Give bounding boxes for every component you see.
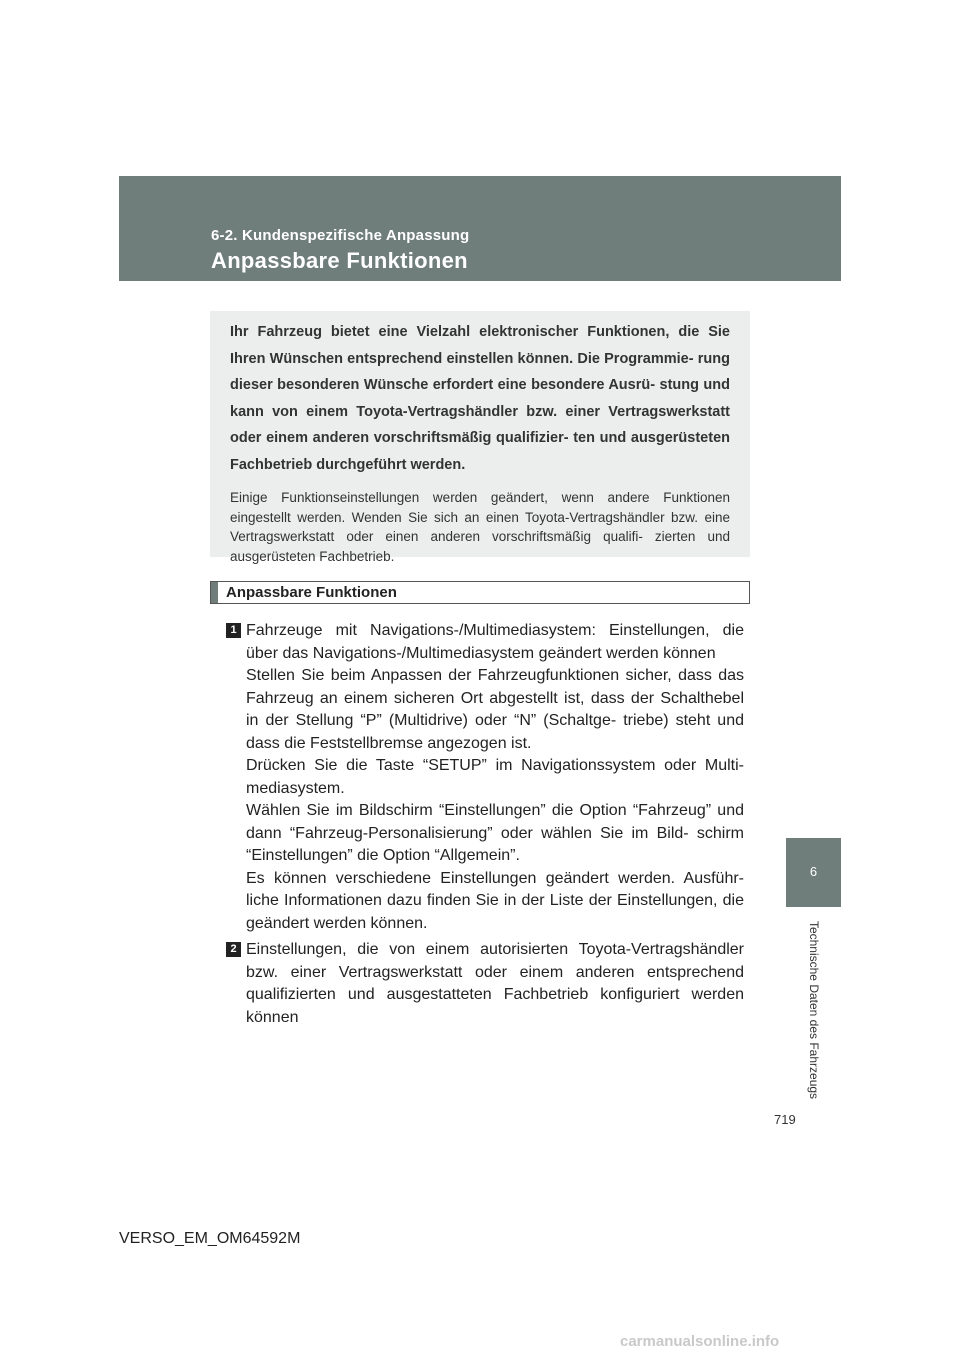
list-item-2 — [226, 939, 744, 1029]
item-1-paragraph-2: Stellen Sie beim Anpassen der Fahrzeugfunktionen sicher, dass das Fahrzeug an einem sicheren Ort abgestellt ist, dass der Schalthebel in der Stellung “P” (Multidrive) oder “N” (Schaltge- triebe) steht und dass die Feststellbremse angezogen ist. — [246, 667, 744, 752]
item-2-paragraph-1: Einstellungen, die von einem autorisierten Toyota-Vertragshändler bzw. einer Vertragswerkstatt oder einem anderen entsprechend qualifizierten und ausgestatteten Fachbetrieb konfiguriert werden können — [246, 941, 744, 1026]
item-number-badge: 2 — [226, 942, 241, 957]
chapter-number: 6 — [809, 864, 818, 879]
section-label: 6-2. Kundenspezifische Anpassung — [211, 227, 470, 244]
watermark: carmanualsonline.info — [620, 1333, 780, 1350]
page-number: 719 — [774, 1112, 796, 1127]
chapter-label — [803, 915, 825, 1105]
header-band — [119, 176, 841, 281]
item-1-paragraph-1: Fahrzeuge mit Navigations-/Multimediasystem: Einstellungen, die über das Navigations-/Multimediasystem geändert werden können — [246, 622, 744, 662]
item-1-paragraph-5: Es können verschiedene Einstellungen geändert werden. Ausführ- liche Informationen dazu finden Sie in der Liste der Einstellungen, die geändert werden können. — [246, 869, 744, 932]
subsection-heading — [210, 581, 750, 604]
item-1-paragraph-3: Drücken Sie die Taste “SETUP” im Navigationssystem oder Multi- mediasystem. — [246, 757, 744, 797]
item-number-badge: 1 — [226, 623, 241, 638]
subsection-heading-bar — [211, 582, 218, 603]
list-item-1 — [226, 620, 744, 935]
chapter-tab — [786, 838, 841, 907]
intro-text: Ihr Fahrzeug bietet eine Vielzahl elektronischer Funktionen, die Sie Ihren Wünschen entsprechend einstellen können. Die Programmie- rung dieser besonderen Wünsche erfordert eine besondere Ausrü- stung und kann von einem Toyota-Vertragshändler bzw. einer Vertragswerkstatt oder einem anderen vorschriftsmäßig qualifizier- ten und ausgerüsteten Fachbetrieb durchgeführt werden. — [230, 324, 730, 473]
chapter-label-text: Technische Daten des Fahrzeugs — [807, 920, 821, 1100]
item-body — [246, 620, 744, 935]
document-code: VERSO_EM_OM64592M — [119, 1230, 301, 1247]
item-1-paragraph-4: Wählen Sie im Bildschirm “Einstellungen” die Option “Fahrzeug” und dann “Fahrzeug-Personalisierung” oder wählen Sie im Bild- schirm “Einstellungen” die Option “Allgemein”. — [246, 802, 744, 864]
item-body — [246, 939, 744, 1029]
page-title: Anpassbare Funktionen — [211, 248, 468, 273]
intro-box — [210, 311, 750, 564]
intro-note: Einige Funktionseinstellungen werden geändert, wenn andere Funktionen eingestellt werden. Wenden Sie sich an einen Toyota-Vertragshändler bzw. eine Vertragswerkstatt oder einen anderen vorschriftsmäßig qualifi- zierten und ausgerüsteten Fachbetrieb. — [230, 490, 730, 564]
subsection-title: Anpassbare Funktionen — [226, 584, 397, 601]
